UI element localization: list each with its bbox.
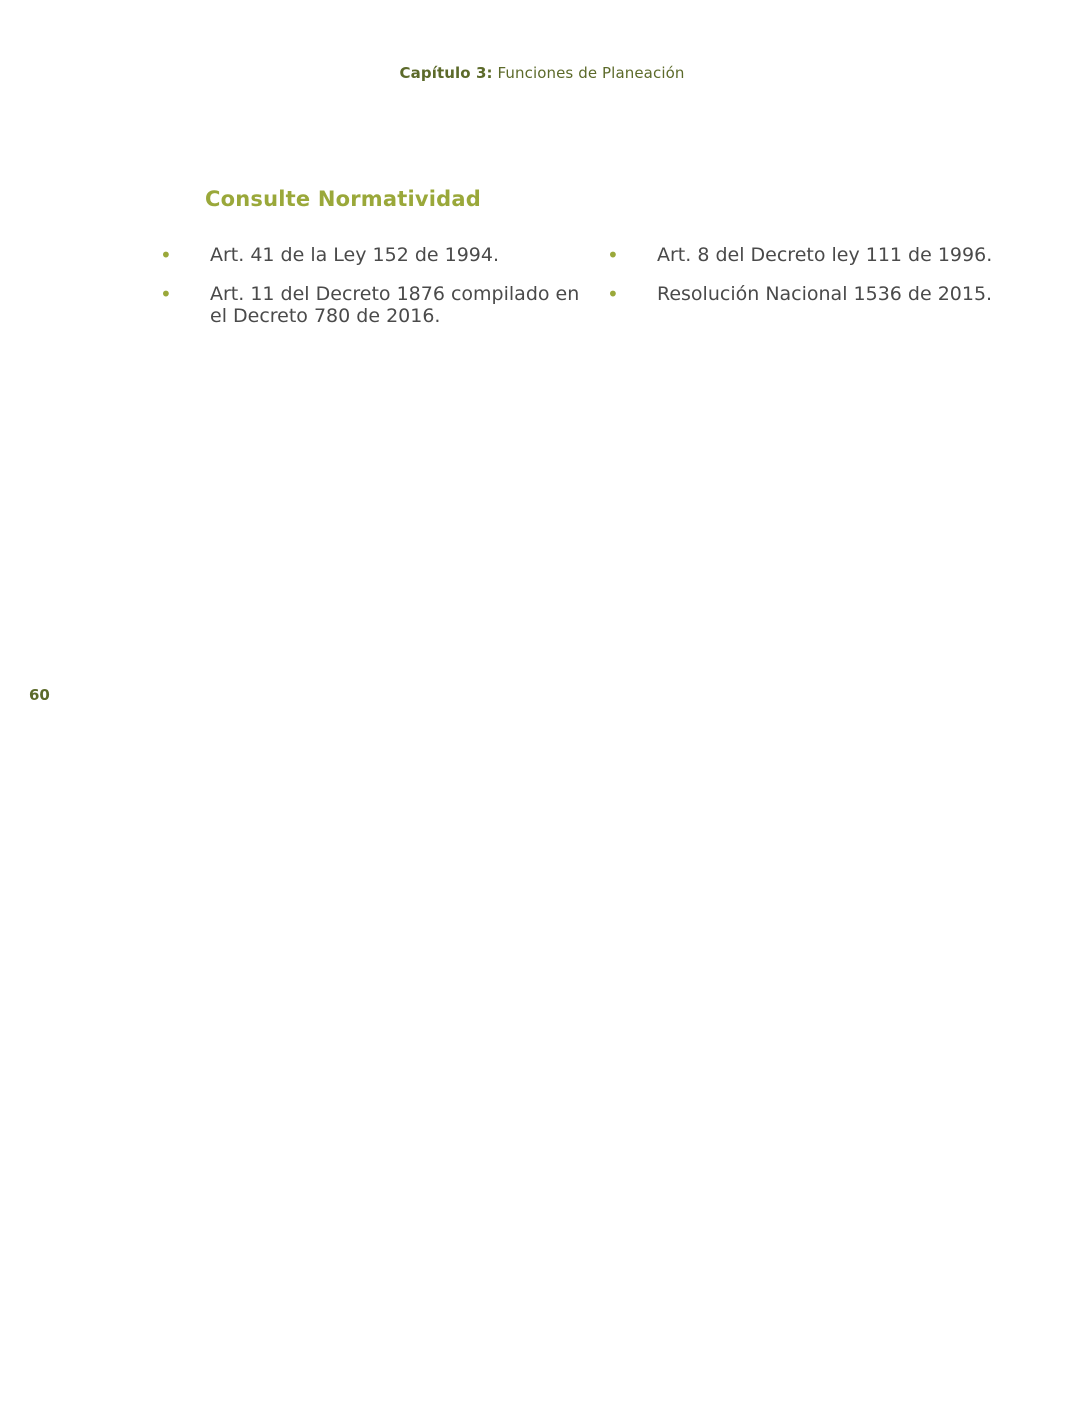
running-header (0, 64, 1084, 82)
list-item-text: Art. 11 del Decreto 1876 compilado en el Decreto 780 de 2016. (210, 283, 580, 327)
chapter-label: Capítulo 3: (399, 64, 493, 82)
bullet-icon: • (607, 282, 619, 306)
list-item-text: Resolución Nacional 1536 de 2015. (657, 283, 993, 305)
bullet-icon: • (160, 282, 172, 306)
list-item (160, 283, 580, 327)
chapter-title: Funciones de Planeación (497, 64, 685, 82)
list-item-text: Art. 41 de la Ley 152 de 1994. (210, 244, 500, 266)
regulation-list-left (160, 244, 580, 344)
regulation-list-right (607, 244, 1047, 322)
bullet-icon: • (607, 243, 619, 267)
list-item-text: Art. 8 del Decreto ley 111 de 1996. (657, 244, 993, 266)
page-number: 60 (29, 686, 50, 704)
list-item (160, 244, 580, 266)
list-item (607, 283, 1047, 305)
list-item (607, 244, 1047, 266)
bullet-icon: • (160, 243, 172, 267)
section-title: Consulte Normatividad (205, 187, 482, 211)
